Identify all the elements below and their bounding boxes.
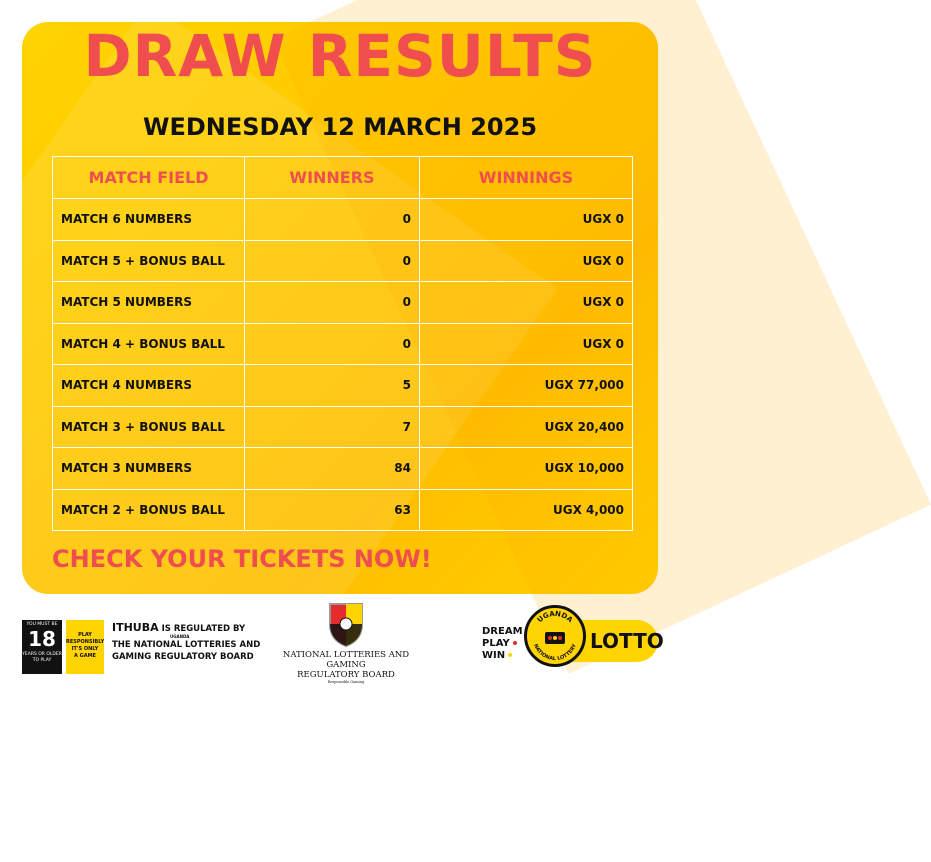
nlgrb-shield-icon — [324, 600, 368, 648]
match-field-cell: MATCH 3 + BONUS BALL — [53, 406, 245, 448]
match-field-cell: MATCH 6 NUMBERS — [53, 199, 245, 241]
match-field-cell: MATCH 3 NUMBERS — [53, 448, 245, 490]
play-responsibly-line: PLAY — [78, 632, 92, 638]
winners-cell: 0 — [245, 323, 420, 365]
play-responsibly-line: IT'S ONLY — [71, 646, 99, 652]
win-text: WIN — [482, 650, 506, 661]
match-field-cell: MATCH 2 + BONUS BALL — [53, 489, 245, 531]
play-responsibly-badge — [66, 620, 104, 674]
svg-text:NATIONAL LOTTERY — [532, 643, 578, 662]
ithuba-regulation-notice — [112, 622, 282, 663]
winnings-cell: UGX 77,000 — [420, 365, 633, 407]
winnings-cell: UGX 0 — [420, 282, 633, 324]
winnings-cell: UGX 20,400 — [420, 406, 633, 448]
ithuba-logo: ITHUBA — [112, 621, 159, 634]
lotto-wordmark: LOTTO — [590, 629, 664, 653]
table-row — [53, 365, 633, 407]
winnings-cell: UGX 0 — [420, 240, 633, 282]
match-field-cell: MATCH 4 + BONUS BALL — [53, 323, 245, 365]
column-header-match-field: MATCH FIELD — [53, 157, 245, 199]
svg-text:UGANDA — [536, 610, 575, 625]
nlgrb-tagline: Responsible Gaming — [327, 680, 365, 684]
table-row — [53, 240, 633, 282]
draw-date: WEDNESDAY 12 MARCH 2025 — [142, 113, 538, 141]
winners-cell: 84 — [245, 448, 420, 490]
age-number: 18 — [28, 627, 56, 651]
table-header-row — [53, 157, 633, 199]
match-field-cell: MATCH 4 NUMBERS — [53, 365, 245, 407]
match-field-cell: MATCH 5 NUMBERS — [53, 282, 245, 324]
winners-cell: 63 — [245, 489, 420, 531]
table-row — [53, 406, 633, 448]
age-restriction-badge — [22, 620, 62, 674]
winnings-cell: UGX 0 — [420, 323, 633, 365]
match-field-cell: MATCH 5 + BONUS BALL — [53, 240, 245, 282]
winners-cell: 5 — [245, 365, 420, 407]
winnings-cell: UGX 4,000 — [420, 489, 633, 531]
table-row — [53, 323, 633, 365]
dream-text: DREAM — [482, 626, 523, 637]
table-row — [53, 199, 633, 241]
red-dot-icon — [513, 641, 517, 645]
page-title: DRAW RESULTS — [83, 22, 597, 90]
play-responsibly-line: A GAME — [74, 653, 96, 659]
winnings-cell: UGX 10,000 — [420, 448, 633, 490]
badge-text-bottom: NATIONAL LOTTERY — [532, 643, 578, 663]
badge-text-top: UGANDA — [535, 609, 575, 625]
uganda-lottery-badge-icon — [524, 605, 586, 667]
winners-cell: 7 — [245, 406, 420, 448]
table-row — [53, 489, 633, 531]
ithuba-line-3: GAMING REGULATORY BOARD — [112, 652, 254, 662]
ithuba-line-2: THE NATIONAL LOTTERIES AND — [112, 640, 261, 650]
results-table — [52, 156, 633, 531]
age-bottom-text: YEARS OR OLDER TO PLAY — [22, 652, 62, 663]
play-text: PLAY — [482, 638, 510, 649]
nlgrb-line-1: NATIONAL LOTTERIES AND GAMING — [282, 650, 410, 670]
nlgrb-line-2: REGULATORY BOARD — [297, 670, 395, 680]
column-header-winners: WINNERS — [245, 157, 420, 199]
winners-cell: 0 — [245, 199, 420, 241]
ithuba-sub-label: UGANDA — [170, 634, 190, 639]
check-tickets-cta: CHECK YOUR TICKETS NOW! — [52, 545, 432, 573]
play-responsibly-line: RESPONSIBLY — [66, 639, 105, 645]
column-header-winnings: WINNINGS — [420, 157, 633, 199]
table-row — [53, 448, 633, 490]
yellow-dot-icon — [508, 653, 512, 657]
nlgrb-name — [266, 650, 426, 684]
winners-cell: 0 — [245, 282, 420, 324]
table-row — [53, 282, 633, 324]
winnings-cell: UGX 0 — [420, 199, 633, 241]
age-top-text: YOU MUST BE — [26, 622, 58, 627]
ithuba-regulated-text: IS REGULATED BY — [161, 624, 246, 634]
winners-cell: 0 — [245, 240, 420, 282]
